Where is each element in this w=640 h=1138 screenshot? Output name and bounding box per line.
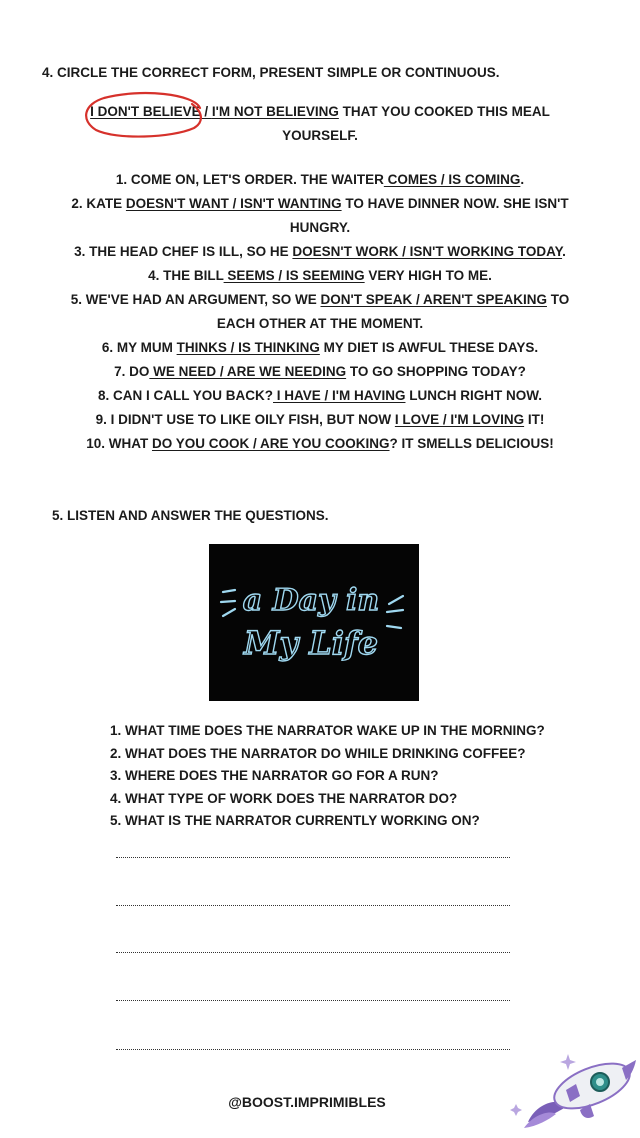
question-number: 5.	[110, 813, 122, 828]
red-answer-circle	[82, 90, 204, 138]
question-item	[110, 765, 545, 788]
answer-line[interactable]	[116, 905, 510, 906]
example-line2: YOURSELF.	[282, 128, 358, 143]
item-options[interactable]: THINKS / IS THINKING	[176, 340, 320, 355]
item-text: ? IT SMELLS DELICIOUS!	[389, 436, 554, 451]
sparkle-line	[223, 590, 235, 592]
section-4-title: 4. CIRCLE THE CORRECT FORM, PRESENT SIMPLE OR CONTINUOUS.	[42, 65, 500, 80]
item-options[interactable]: DO YOU COOK / ARE YOU COOKING	[151, 436, 390, 451]
item-options[interactable]: DOESN'T WORK / ISN'T WORKING TODAY	[292, 244, 563, 259]
exercise-item	[20, 360, 620, 384]
exercise-item	[20, 336, 620, 360]
sparkle-icon	[560, 1054, 576, 1070]
item-text: TO GO SHOPPING TODAY?	[346, 364, 526, 379]
item-options[interactable]: DON'T SPEAK / AREN'T SPEAKING	[320, 292, 547, 307]
video-title-line2: My Life	[244, 624, 378, 662]
video-thumbnail[interactable]	[209, 544, 419, 701]
sparkle-line	[389, 596, 403, 604]
item-options[interactable]: WE NEED / ARE WE NEEDING	[149, 364, 347, 379]
item-text: IT!	[524, 412, 545, 427]
question-number: 3.	[110, 768, 122, 783]
video-title-line1: a Day in	[242, 583, 380, 618]
example-rest: THAT YOU COOKED THIS MEAL	[338, 104, 550, 119]
question-text: WHAT DOES THE NARRATOR DO WHILE DRINKING COFFEE?	[125, 745, 526, 761]
item-text: MY DIET IS AWFUL THESE DAYS.	[319, 340, 539, 355]
exercise-item	[20, 168, 620, 192]
item-options[interactable]: I LOVE / I'M LOVING	[394, 412, 525, 427]
rocket-icon	[510, 1040, 638, 1136]
item-text: 10. WHAT	[86, 436, 152, 451]
item-text: 6. MY MUM	[101, 340, 177, 355]
question-text: WHAT TIME DOES THE NARRATOR WAKE UP IN THE MORNING?	[125, 723, 545, 738]
item-text: HUNGRY.	[289, 220, 351, 235]
exercise-item	[20, 240, 620, 264]
exercise-item	[20, 264, 620, 288]
item-text: 8. CAN I CALL YOU BACK?	[98, 388, 274, 403]
footer-handle: @BOOST.IMPRIMIBLES	[228, 1094, 386, 1110]
example-separator: /	[200, 104, 212, 119]
question-text: WHAT IS THE NARRATOR CURRENTLY WORKING ON?	[125, 813, 480, 828]
sparkle-line	[223, 609, 235, 616]
item-text: 3. THE HEAD CHEF IS ILL, SO HE	[74, 244, 293, 259]
item-text: EACH OTHER AT THE MOMENT.	[216, 316, 424, 331]
item-text: 7. DO	[114, 364, 150, 379]
exercise-item	[20, 432, 620, 456]
answer-line[interactable]	[116, 1000, 510, 1001]
exercise-item	[20, 384, 620, 408]
example-option-b: I'M NOT BELIEVING	[211, 104, 339, 119]
item-text: 9. I DIDN'T USE TO LIKE OILY FISH, BUT NOW	[95, 412, 395, 427]
item-text: 1. COME ON, LET'S ORDER. THE WAITER	[115, 172, 384, 187]
exercise-item	[20, 288, 620, 336]
item-text: TO	[546, 292, 570, 307]
item-text: .	[520, 172, 525, 187]
item-options[interactable]: I HAVE / I'M HAVING	[273, 388, 406, 403]
question-item	[110, 788, 545, 811]
answer-line[interactable]	[116, 952, 510, 953]
question-text: WHERE DOES THE NARRATOR GO FOR A RUN?	[125, 768, 439, 783]
answer-line[interactable]	[116, 1049, 510, 1050]
sparkle-line	[387, 610, 403, 612]
item-text: 4. THE BILL	[148, 268, 224, 283]
sparkle-line	[387, 626, 401, 628]
item-text: VERY HIGH TO ME.	[364, 268, 492, 283]
question-number: 1.	[110, 723, 122, 738]
exercise-list	[20, 168, 620, 456]
question-text: WHAT TYPE OF WORK DOES THE NARRATOR DO?	[125, 790, 458, 806]
question-number: 2.	[110, 745, 122, 761]
example-option-a: I DON'T BELIEVE	[90, 104, 201, 119]
question-number: 4.	[110, 790, 122, 806]
item-text: 2. KATE	[71, 196, 126, 211]
item-options[interactable]: SEEMS / IS SEEMING	[223, 268, 365, 283]
sparkle-icon	[510, 1104, 522, 1116]
item-text: LUNCH RIGHT NOW.	[405, 388, 542, 403]
section-5-title: 5. LISTEN AND ANSWER THE QUESTIONS.	[52, 508, 329, 523]
question-item	[110, 810, 545, 833]
item-options[interactable]: COMES / IS COMING	[383, 172, 521, 187]
item-text: TO HAVE DINNER NOW. SHE ISN'T	[341, 196, 569, 211]
neon-title-graphic	[209, 544, 419, 701]
exercise-item	[20, 408, 620, 432]
sparkle-line	[221, 601, 235, 602]
question-item	[110, 743, 545, 766]
item-options[interactable]: DOESN'T WANT / ISN'T WANTING	[125, 196, 342, 211]
item-text: .	[562, 244, 566, 259]
answer-line[interactable]	[116, 857, 510, 858]
exercise-item	[20, 192, 620, 240]
question-list	[110, 720, 545, 833]
question-item	[110, 720, 545, 743]
item-text: 5. WE'VE HAD AN ARGUMENT, SO WE	[70, 292, 321, 307]
